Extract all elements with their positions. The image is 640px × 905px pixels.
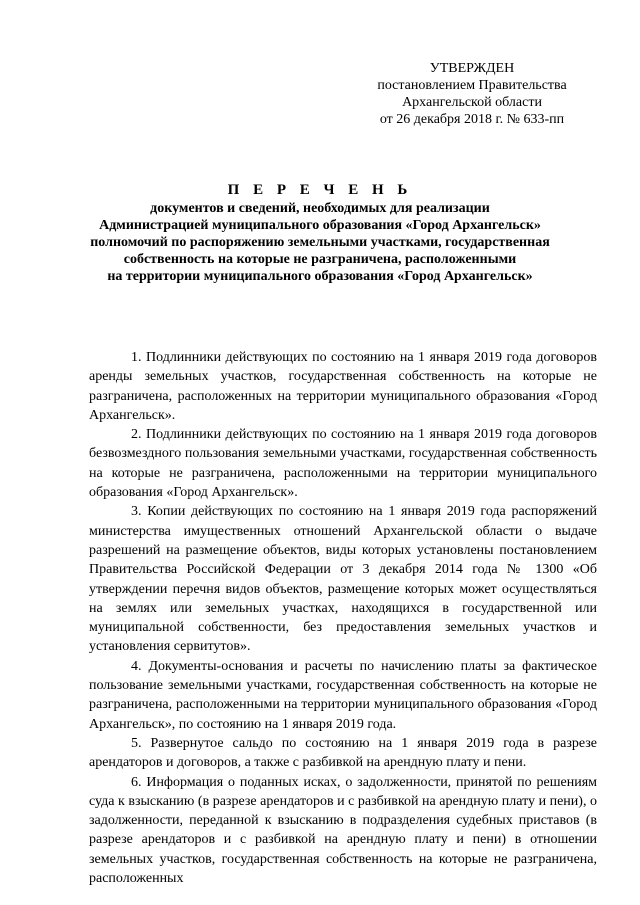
- list-item-6: 6. Информация о поданных исках, о задолженности, принятой по решениям суда к взысканию (в разрезе арендаторов и с разбивкой на арендную плату и пени), о задолженности, переданной к взысканию в подразделения судебных приставов (в разрезе арендаторов и с разбивкой на арендную плату и пени) в отношении земельных участков, государственная собственность на которые не разграничена, расположенных: [89, 774, 597, 887]
- title-line: Администрацией муниципального образования «Город Архангельск»: [99, 218, 541, 233]
- title-line: собственность на которые не разграничена, расположенными: [123, 252, 517, 267]
- title-line: полномочий по распоряжению земельными участками, государственная: [90, 235, 550, 250]
- approval-line-4: от 26 декабря 2018 г. № 633-пп: [379, 112, 565, 127]
- list-item-3: 3. Копии действующих по состоянию на 1 января 2019 года распоряжений министерства имущественных отношений Архангельской области о выдаче разрешений на размещение объектов, виды которых установлены постановлением Правительства Российской Федерации от 3 декабря 2014 года № 1300 «Об утверждении перечня видов объектов, размещение которых может осуществляться на землях или земельных участках, находящихся в государственной или муниципальной собственности, без предоставления земельных участков и установления сервитутов».: [89, 504, 597, 655]
- list-item-2: 2. Подлинники действующих по состоянию на 1 января 2019 года договоров безвозмездного пользования земельными участками, государственная собственность на которые не разграничена, расположенными на территории муниципального образования «Город Архангельск».: [89, 427, 597, 501]
- list-item-5: 5. Развернутое сальдо по состоянию на 1 января 2019 года в разрезе арендаторов и договоров, а также с разбивкой на арендную плату и пени.: [89, 735, 597, 771]
- approval-line-1: УТВЕРЖДЕН: [429, 61, 515, 76]
- approval-line-3: Архангельской области: [402, 95, 542, 110]
- approval-line-2: постановлением Правительства: [377, 78, 567, 93]
- title-line: документов и сведений, необходимых для реализации: [150, 201, 490, 216]
- list-item-4: 4. Документы-основания и расчеты по начислению платы за фактическое пользование земельными участками, государственная собственность на которые не разграничена, расположенными на территории муниципального образования «Город Архангельск», по состоянию на 1 января 2019 года.: [89, 658, 597, 732]
- list-item-1: 1. Подлинники действующих по состоянию на 1 января 2019 года договоров аренды земельных участков, государственная собственность на которые не разграничена, расположенных на территории муниципального образования «Город Архангельск».: [89, 350, 597, 423]
- document-body: [89, 348, 597, 888]
- title-line: на территории муниципального образования «Город Архангельск»: [107, 269, 533, 284]
- document-title: [60, 182, 580, 285]
- approval-stamp: [352, 60, 592, 128]
- title-heading: П Е Р Е Ч Е Н Ь: [227, 182, 413, 198]
